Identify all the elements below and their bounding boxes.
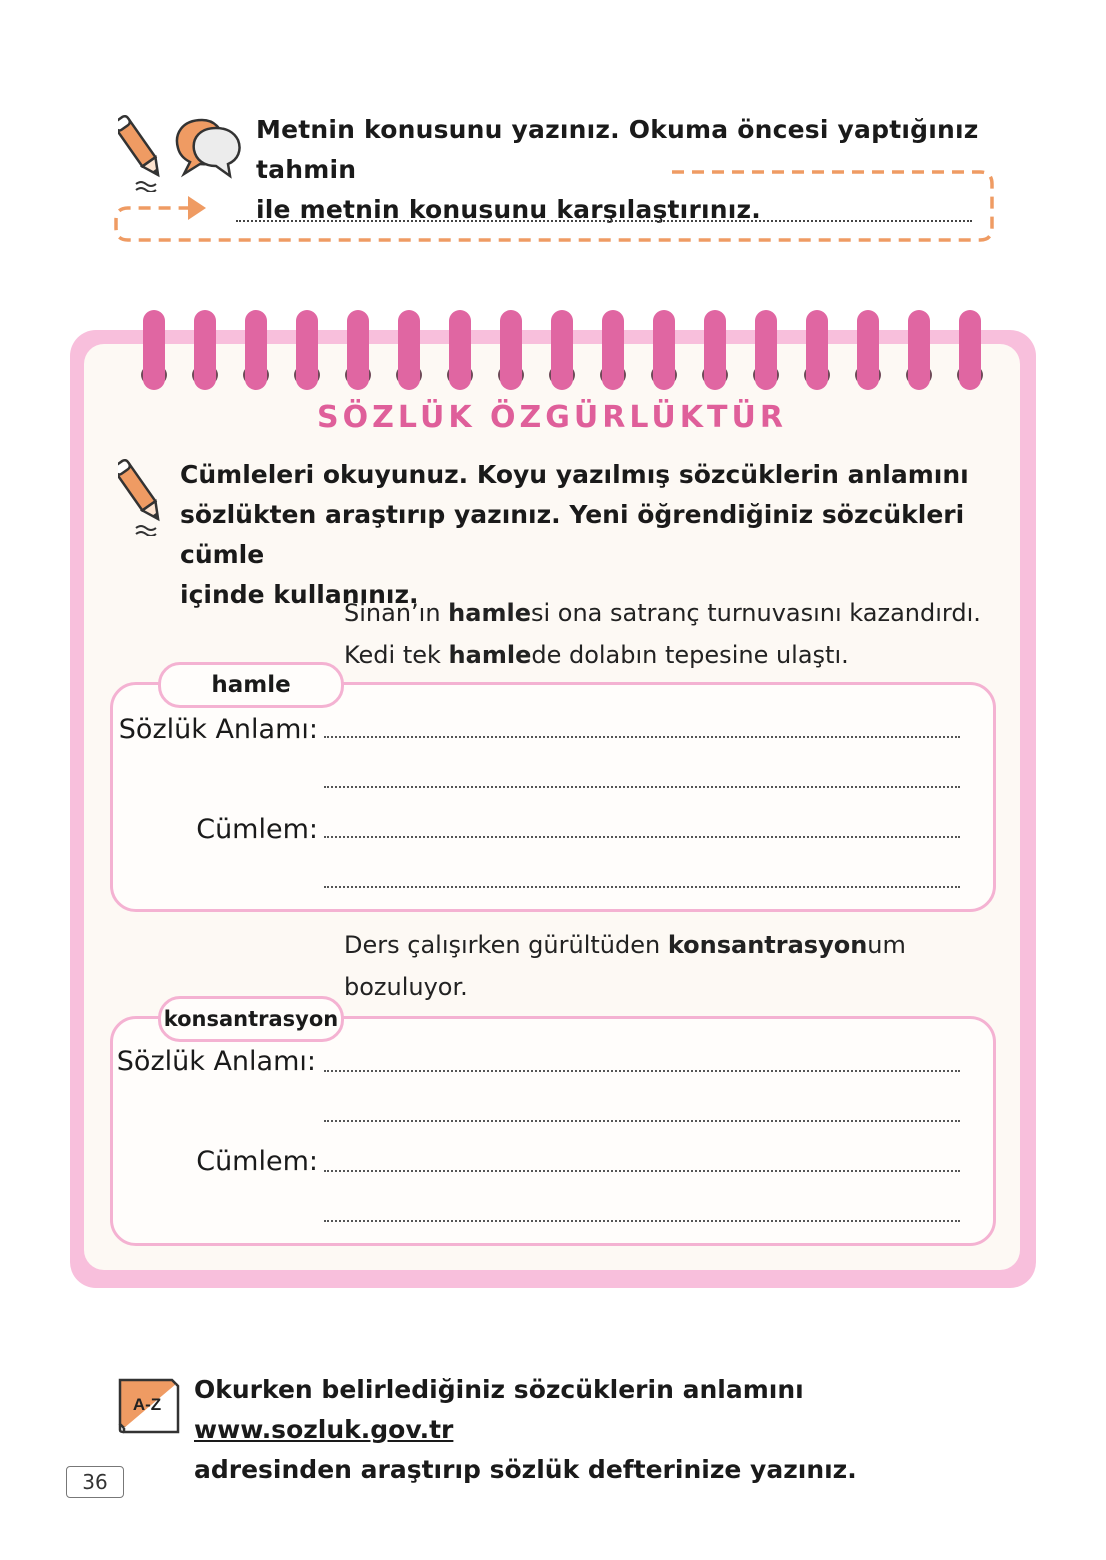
word-tag-hamle: hamle [158,662,344,708]
instruction-line2: sözlükten araştırıp yazınız. Yeni öğrendiğiniz sözcükleri cümle [180,500,965,569]
sentence-line[interactable] [324,1220,960,1222]
dictionary-meaning-line[interactable] [324,736,960,738]
tip-text: Okurken belirlediğiniz sözcüklerin anlamını [194,1375,804,1404]
spiral-ring [449,310,471,390]
dictionary-meaning-line[interactable] [324,786,960,788]
example-text: Sinan’ın [344,599,449,627]
dictionary-meaning-label: Sözlük Anlamı: [118,714,318,745]
spiral-ring [398,310,420,390]
spiral-ring [806,310,828,390]
spiral-ring [296,310,318,390]
notebook-instruction [180,455,1010,615]
dictionary-meaning-label: Sözlük Anlamı: [116,1046,316,1077]
example-text: um bozuluyor. [344,931,906,1001]
example-keyword: konsantrasyon [667,931,868,959]
pencil-icon [118,456,166,536]
dictionary-book-icon [114,1372,182,1436]
dictionary-meaning-line[interactable] [324,1070,960,1072]
spiral-ring [500,310,522,390]
instruction-line3: içinde kullanınız. [180,580,419,609]
arrow-right-icon [188,196,206,220]
task1-answer-line[interactable] [236,220,972,222]
example-sentence [344,924,1004,1008]
spiral-ring [959,310,981,390]
word-tag-konsantrasyon: konsantrasyon [158,996,344,1042]
instruction-line1: Cümleleri okuyunuz. Koyu yazılmış sözcüklerin anlamını [180,460,969,489]
spiral-ring [653,310,675,390]
example-text: Ders çalışırken gürültüden [344,931,668,959]
notebook-title: SÖZLÜK ÖZGÜRLÜKTÜR [317,400,787,435]
tip-line2: adresinden araştırıp sözlük defterinize yazınız. [194,1455,857,1484]
task1-line2: ile metnin konusunu karşılaştırınız. [256,195,761,224]
example-text: Kedi tek [344,641,449,669]
dictionary-tip [194,1370,1044,1490]
example-keyword: hamle [448,641,532,669]
sentence-label: Cümlem: [196,814,318,845]
example-text: de dolabın tepesine ulaştı. [531,641,849,669]
task1-line1: Metnin konusunu yazınız. Okuma öncesi yaptığınız tahmin [256,115,979,184]
spiral-ring [245,310,267,390]
spiral-ring [602,310,624,390]
example-text: si ona satranç turnuvasını kazandırdı. [530,599,981,627]
tip-line1 [194,1370,1044,1450]
dictionary-website-link[interactable]: www.sozluk.gov.tr [194,1415,454,1444]
spiral-ring [551,310,573,390]
spiral-ring [908,310,930,390]
spiral-ring [143,310,165,390]
sentence-line[interactable] [324,836,960,838]
example-sentences-hamle [344,592,1004,676]
example-keyword: hamle [448,599,531,627]
spiral-ring [194,310,216,390]
sentence-label: Cümlem: [196,1146,318,1177]
spiral-ring [755,310,777,390]
dictionary-meaning-line[interactable] [324,1120,960,1122]
sentence-line[interactable] [324,1170,960,1172]
spiral-ring [704,310,726,390]
example-sentence [344,592,1004,634]
spiral-ring [347,310,369,390]
book-icon-text: A-Z [132,1395,162,1414]
sentence-line[interactable] [324,886,960,888]
example-sentence [344,634,1004,676]
spiral-ring [857,310,879,390]
page-number: 36 [66,1466,124,1498]
